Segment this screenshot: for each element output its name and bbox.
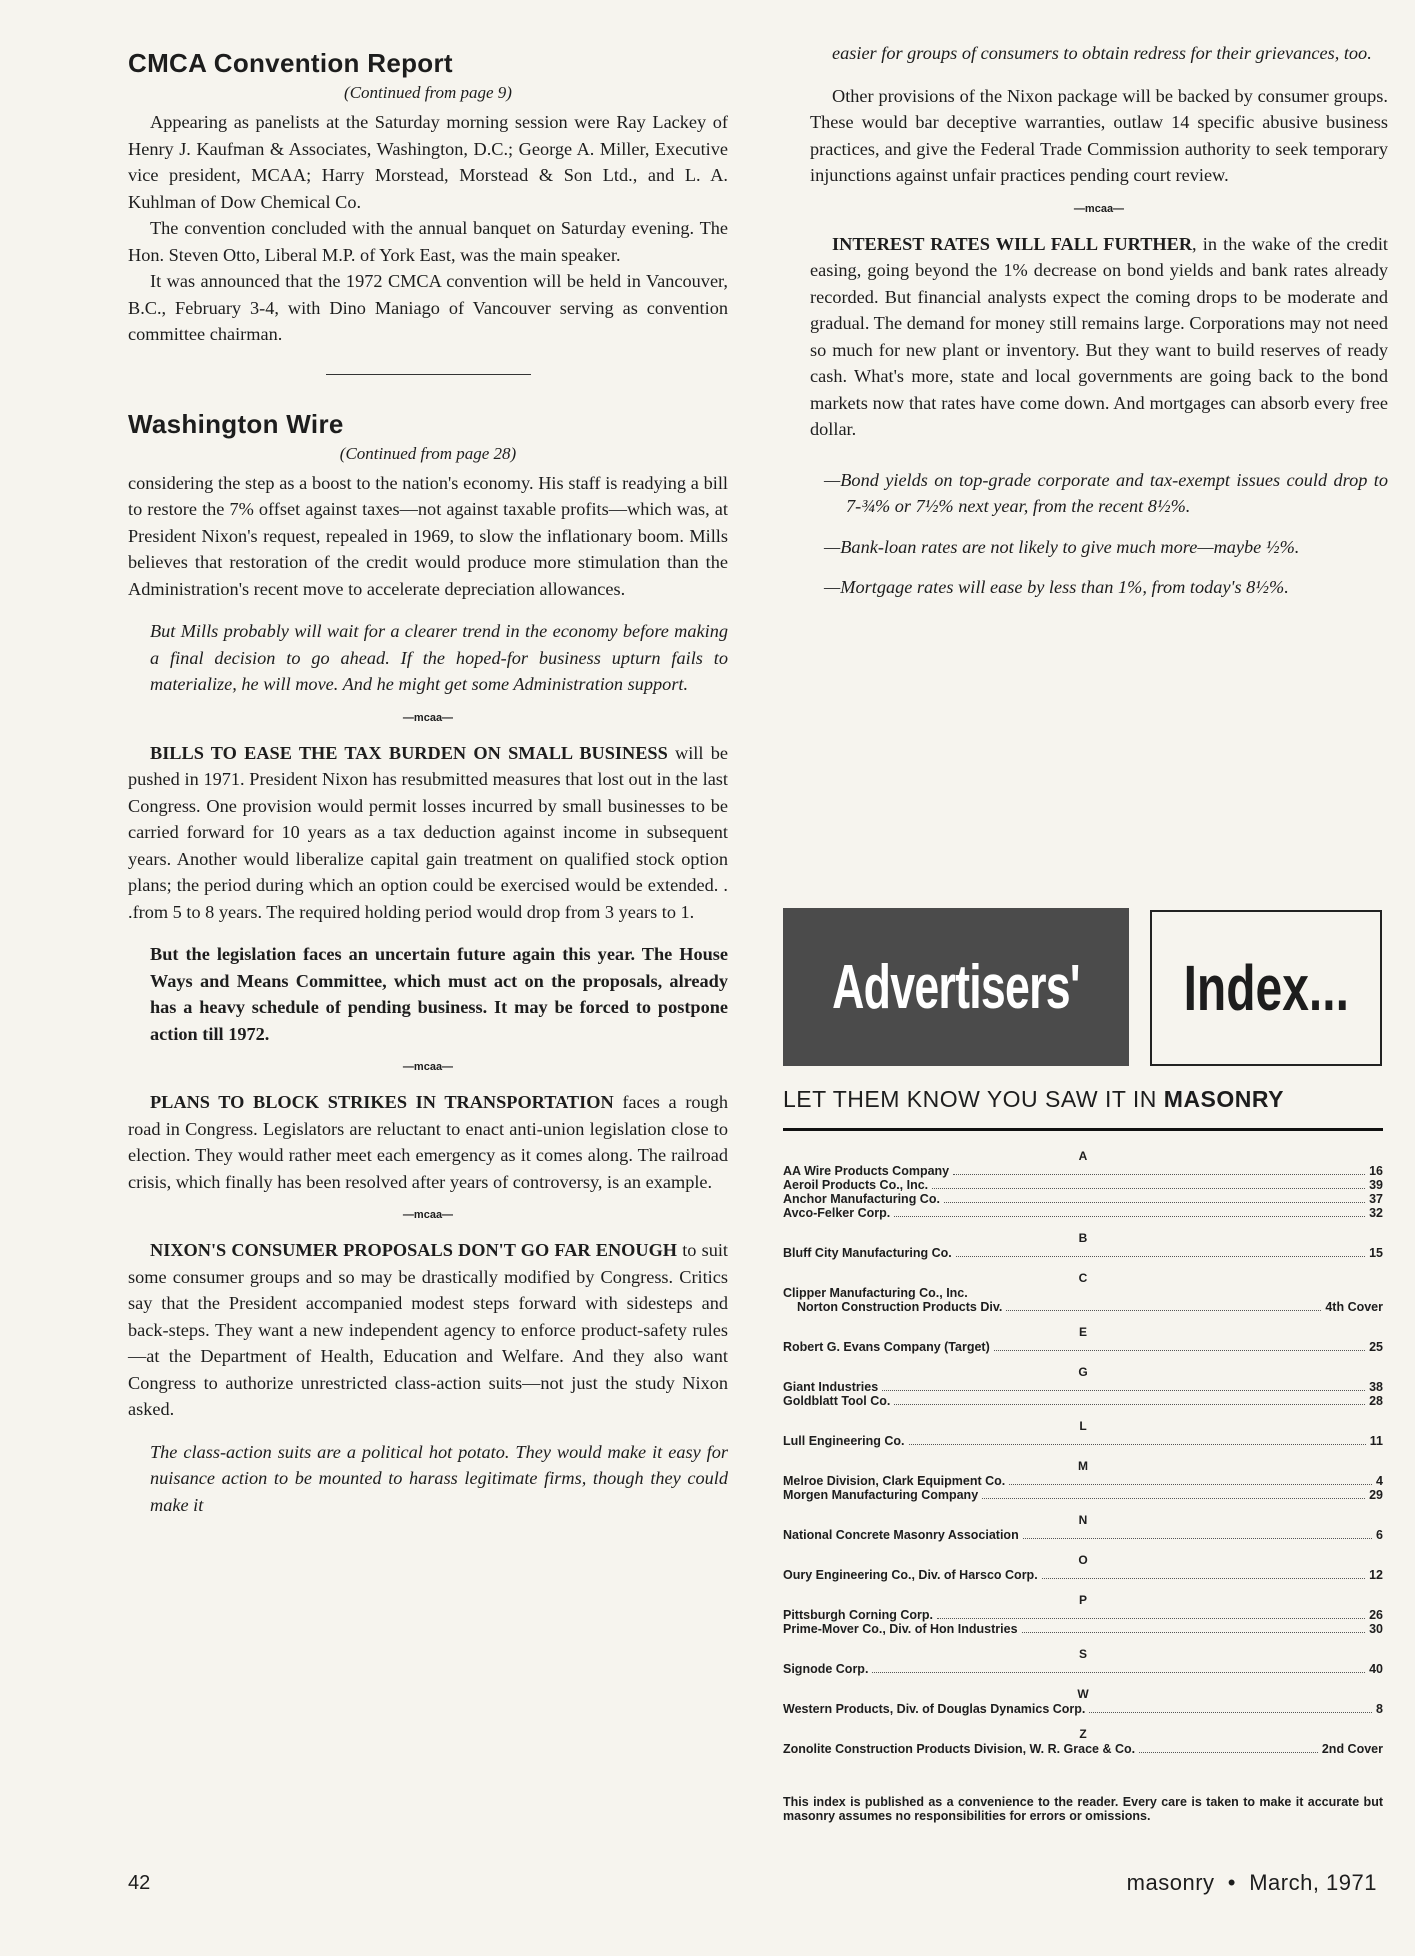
nixon-headline: NIXON'S CONSUMER PROPOSALS DON'T GO FAR ENOUGH [150,1240,678,1260]
index-entry [783,1488,1383,1502]
index-entry-page: 38 [1369,1380,1383,1394]
index-entry-name: Lull Engineering Co. [783,1434,905,1448]
index-entry [783,1340,1383,1354]
index-letter: C [1078,1271,1088,1285]
index-letter: G [1078,1365,1088,1379]
index-entry-page: 26 [1369,1608,1383,1622]
leader-dots [1089,1712,1372,1713]
index-letter: E [1078,1325,1087,1339]
index-banner-box [1150,910,1382,1066]
leader-dots [953,1174,1365,1175]
index-entry-name: Melroe Division, Clark Equipment Co. [783,1474,1006,1488]
index-entry [783,1246,1383,1260]
index-group-gap [783,1636,1383,1646]
cmca-heading: CMCA Convention Report [128,48,453,78]
cmca-paragraph-1: Appearing as panelists at the Saturday morning session were Ray Lackey of Henry J. Kaufman & Associates, Washington, D.C.; George A. Miller, Executive vice president, MCAA; Harry Morstead, Morstead & Son Ltd., and L. A. Kuhlman of Dow Chemical Co. [128,112,728,212]
leader-dots [1006,1310,1321,1311]
index-entry-name: Pittsburgh Corning Corp. [783,1608,933,1622]
index-letter: S [1078,1647,1087,1661]
leader-dots [894,1404,1365,1405]
leader-dots [956,1256,1365,1257]
index-entry-name: Norton Construction Products Div. [797,1300,1003,1314]
interest-text: , in the wake of the credit easing, going beyond the 1% decrease on bond yields and bank rates already recorded. But financial analysts expect the coming drops to be moderate and gradual. The demand for money still remains large. Corporations may not need so much for new plant or inventory. But they want to build reserves of ready cash. What's more, state and local governments are going back to the bond markets now that rates have come down. And mortgages can absorb every free dollar. [810,233,1388,439]
cmca-paragraph-3: It was announced that the 1972 CMCA convention will be held in Vancouver, B.C., February 3-4, with Dino Maniago of Vancouver serving as convention committee chairman. [128,271,728,344]
page-number: 42 [128,1872,151,1894]
index-group-gap [783,1408,1383,1418]
wire-italic-paragraph: But Mills probably will wait for a clearer trend in the economy before making a final decision to go ahead. If the hoped-for business upturn fails to materialize, he will move. And he might get some Administration support. [150,621,728,694]
index-entry-name: Clipper Manufacturing Co., Inc. [783,1286,968,1300]
index-entry [783,1380,1383,1394]
index-group-gap [783,1354,1383,1364]
nixon-paragraph [128,1237,728,1423]
plans-text: faces a rough road in Congress. Legislators are reluctant to enact anti-union legislation close to election. They would rather meet each emergency as it comes along. The railroad crisis, which finally has been resolved after years of controversy, is an example. [128,1092,728,1192]
nixon-text: to suit some consumer groups and so may be drastically modified by Congress. Critics say that the President accompanied modest steps forward with sidesteps and back-steps. They want a new independent agency to enforce product-safety rules—at the Department of Health, Education and Welfare. And they also want Congress to authorize unrestricted class-action suits—not just the study Nixon asked. [128,1240,729,1419]
cmca-continued-note: (Continued from page 9) [344,83,512,102]
index-entry [783,1192,1383,1206]
index-entry-name: Giant Industries [783,1380,879,1394]
index-tagline [783,1086,1383,1113]
index-group-gap [783,1542,1383,1552]
wire-continued-note: (Continued from page 28) [339,443,517,463]
plans-headline: PLANS TO BLOCK STRIKES IN TRANSPORTATION [150,1092,614,1112]
advertisers-banner-text: Advertisers' [832,952,1080,1022]
leader-dots [882,1390,1365,1391]
index-entry [783,1300,1383,1314]
index-entry [783,1742,1383,1756]
index-entry-name: Goldblatt Tool Co. [783,1394,891,1408]
index-entry-page: 39 [1369,1178,1383,1192]
mcaa-separator: —mcaa— [402,711,454,724]
index-letter: B [1078,1231,1088,1245]
index-entry [783,1622,1383,1636]
bills-headline: BILLS TO EASE THE TAX BURDEN ON SMALL BUSINESS [150,742,668,763]
index-entry-name: Anchor Manufacturing Co. [783,1192,940,1206]
index-entry-page: 29 [1369,1488,1383,1502]
leader-dots [994,1350,1365,1351]
index-entry [783,1568,1383,1582]
advertisers-banner [783,908,1129,1066]
index-entry [783,1434,1383,1448]
index-entry-page: 32 [1369,1206,1383,1220]
index-entry-page: 16 [1369,1164,1383,1178]
section-divider [326,374,531,375]
tagline-masonry: MASONRY [1163,1086,1284,1112]
leader-dots [1139,1752,1318,1753]
index-entry [783,1608,1383,1622]
index-entry-name: Aeroil Products Co., Inc. [783,1178,929,1192]
footer-date: March, 1971 [1249,1870,1377,1895]
index-entry-page: 28 [1369,1394,1383,1408]
index-group-gap [783,1676,1383,1686]
index-entry-page: 12 [1369,1568,1383,1582]
index-entry-name: Bluff City Manufacturing Co. [783,1246,952,1260]
index-entry-name: Prime-Mover Co., Div. of Hon Industries [783,1622,1018,1636]
leader-dots [1009,1484,1372,1485]
index-entry [783,1474,1383,1488]
footer-bullet: • [1227,1870,1236,1895]
index-letter: A [1078,1149,1088,1163]
index-entry-name: Avco-Felker Corp. [783,1206,891,1220]
index-entry [783,1286,1383,1300]
interest-paragraph [810,231,1388,443]
index-entry-name: Western Products, Div. of Douglas Dynamics Corp. [783,1702,1086,1716]
cmca-paragraph-2: The convention concluded with the annual banquet on Saturday evening. The Hon. Steven Otto, Liberal M.P. of York East, was the main speaker. [128,218,728,265]
index-entry-page: 30 [1369,1622,1383,1636]
index-entry-page: 15 [1369,1246,1383,1260]
index-group-gap [783,1756,1383,1766]
index-letter: L [1079,1419,1087,1433]
index-letter: W [1077,1687,1089,1701]
leader-dots [894,1216,1365,1217]
plans-paragraph [128,1089,728,1195]
index-group-gap [783,1220,1383,1230]
index-letter: N [1078,1513,1088,1527]
index-group-gap [783,1448,1383,1458]
index-letter: P [1078,1593,1087,1607]
leader-dots [1023,1538,1372,1539]
index-entry-page: 25 [1369,1340,1383,1354]
index-entry-name: Oury Engineering Co., Div. of Harsco Corp. [783,1568,1038,1582]
index-entry-name: National Concrete Masonry Association [783,1528,1019,1542]
mcaa-separator: —mcaa— [1073,202,1125,215]
index-entry-name: Signode Corp. [783,1662,869,1676]
leader-dots [909,1444,1366,1445]
index-entry-page: 40 [1369,1662,1383,1676]
leader-dots [1042,1578,1365,1579]
index-entry [783,1164,1383,1178]
index-entry-name: Morgen Manufacturing Company [783,1488,979,1502]
right-column [810,40,1388,601]
index-letter: M [1078,1459,1088,1473]
leader-dots [937,1618,1365,1619]
mortgage-item: —Mortgage rates will ease by less than 1%, from today's 8½%. [824,577,1289,597]
index-group-gap [783,1260,1383,1270]
left-column [128,40,728,1518]
index-group-gap [783,1582,1383,1592]
leader-dots [1022,1632,1366,1633]
wire-paragraph-1: considering the step as a boost to the nation's economy. His staff is readying a bill to restore the 7% offset against taxes—not against taxable profits—which was, at President Nixon's request, repealed in 1969, to slow the inflationary boom. Mills believes that restoration of the credit would produce more stimulation than the Administration's recent move to accelerate depreciation allowances. [128,472,728,599]
nixon-italic-paragraph: The class-action suits are a political hot potato. They would make it easy for nuisance action to be mounted to harass legitimate firms, though they could make it [150,1441,728,1515]
index-entry-page: 4th Cover [1325,1300,1383,1314]
washington-wire-heading: Washington Wire [128,408,344,439]
index-group-gap [783,1716,1383,1726]
interest-headline: INTEREST RATES WILL FALL FURTHER [832,233,1193,254]
index-entry [783,1528,1383,1542]
other-provisions-paragraph: Other provisions of the Nixon package will be backed by consumer groups. These would bar deceptive warranties, outlaw 14 specific abusive business practices, and give the Federal Trade Commission authority to seek temporary injunctions against unfair practices pending court review. [810,85,1388,185]
index-entry-page: 2nd Cover [1321,1742,1383,1756]
bills-text: will be pushed in 1971. President Nixon has resubmitted measures that lost out in the last Congress. One provision would permit losses incurred by small businesses to be carried forward for 10 years as a tax deduction against income in subsequent years. Another would liberalize capital gain treatment on qualified stock option plans; the period during which an option could be exercised would be extended. . .from 5 to 8 years. The required holding period would drop from 3 years to 1. [128,742,728,922]
index-top-rule [783,1128,1383,1131]
index-entry [783,1702,1383,1716]
index-group-gap [783,1502,1383,1512]
leader-dots [982,1498,1365,1499]
continued-italic-paragraph: easier for groups of consumers to obtain redress for their grievances, too. [832,43,1372,63]
index-entry [783,1394,1383,1408]
index-entry [783,1206,1383,1220]
index-banner-text: Index... [1183,952,1349,1024]
index-letter: O [1078,1553,1088,1567]
leader-dots [944,1202,1365,1203]
index-entry-page: 6 [1376,1528,1383,1542]
advertisers-index-list [783,1148,1383,1766]
bills-bold-paragraph: But the legislation faces an uncertain future again this year. The House Ways and Means Committee, which must act on the proposals, already has a heavy schedule of pending business. It may be forced to postpone action till 1972. [150,944,728,1044]
index-group-gap [783,1314,1383,1324]
index-letter: Z [1079,1727,1087,1741]
index-entry-name: Robert G. Evans Company (Target) [783,1340,990,1354]
mcaa-separator: —mcaa— [402,1209,454,1221]
index-entry-page: 4 [1376,1474,1383,1488]
index-disclaimer: This index is published as a convenience to the reader. Every care is taken to make it accurate but masonry assumes no responsibilities for errors or omissions. [783,1795,1383,1823]
index-entry-page: 8 [1376,1702,1383,1716]
leader-dots [932,1188,1365,1189]
mcaa-separator: —mcaa— [402,1061,454,1073]
bank-loan-item: —Bank-loan rates are not likely to give much more—maybe ½%. [824,536,1300,557]
bond-yields-item: —Bond yields on top-grade corporate and tax-exempt issues could drop to 7-¾% or 7½% next year, from the recent 8½%. [824,469,1388,516]
index-entry-name: Zonolite Construction Products Division, W. R. Grace & Co. [783,1742,1136,1756]
index-entry-page: 11 [1369,1434,1383,1448]
tagline-text: LET THEM KNOW YOU SAW IT IN [783,1086,1164,1112]
footer-magazine: masonry [1126,1870,1215,1895]
index-entry [783,1178,1383,1192]
bills-paragraph [128,740,728,926]
index-entry-name: AA Wire Products Company [783,1164,950,1178]
leader-dots [872,1672,1365,1673]
index-entry-page: 37 [1369,1192,1383,1206]
page-footer [1127,1870,1377,1896]
index-entry [783,1662,1383,1676]
